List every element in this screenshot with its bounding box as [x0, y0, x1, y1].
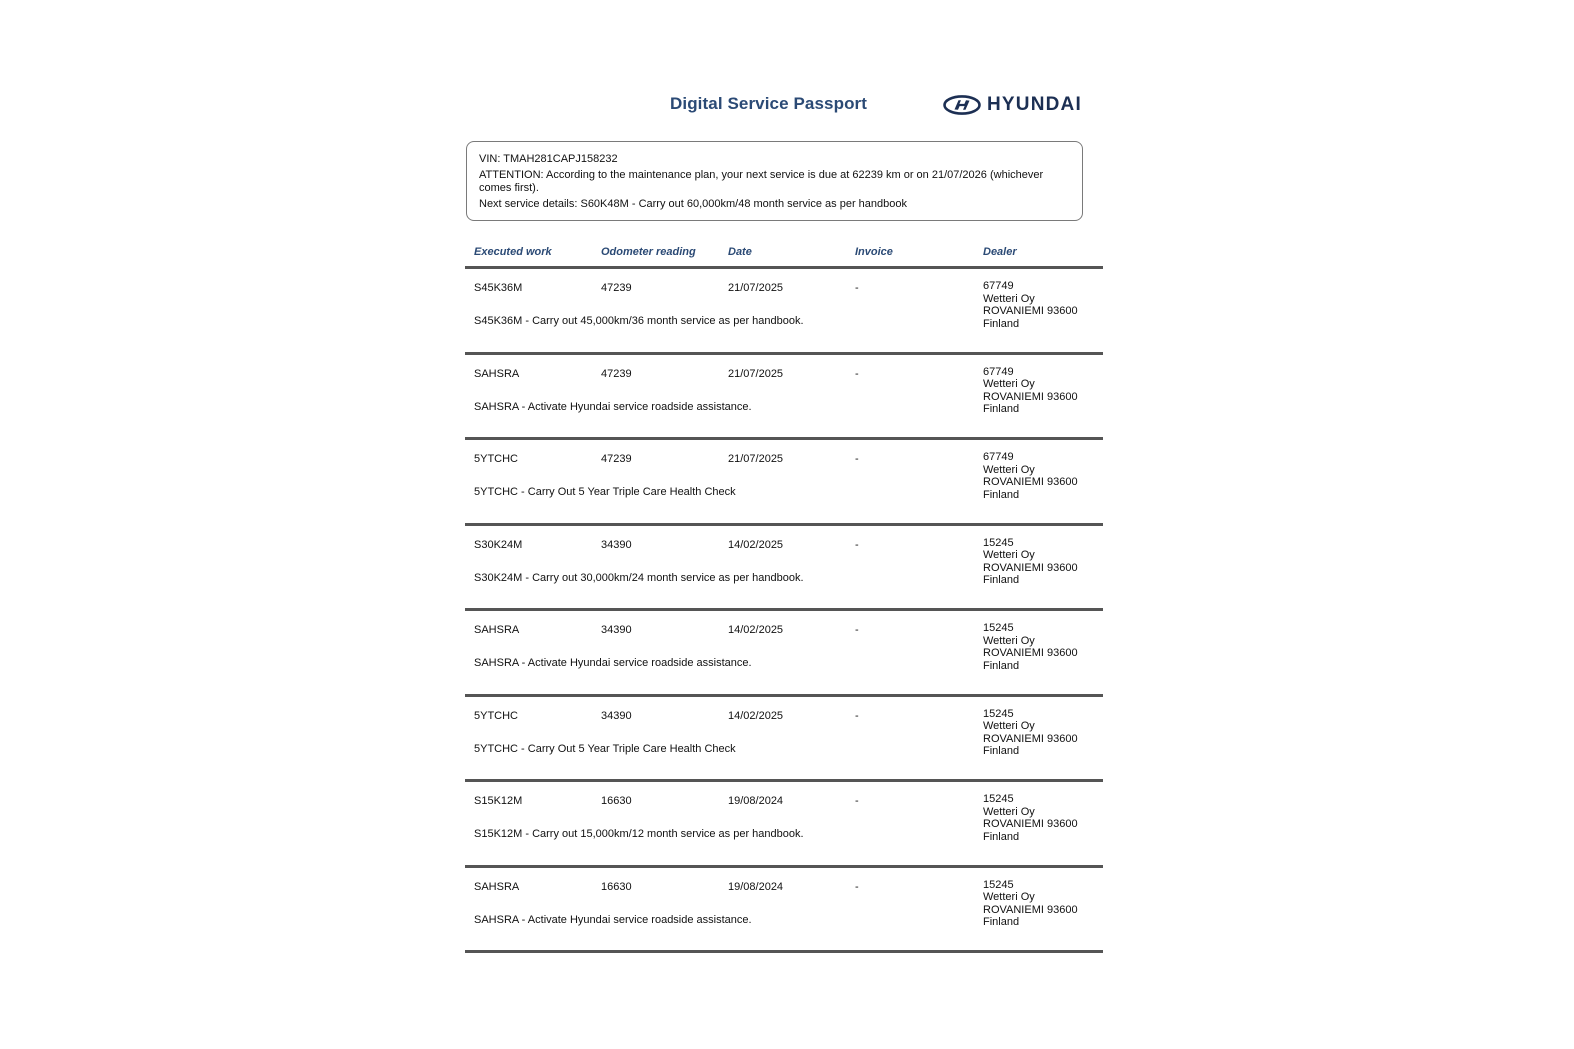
- table-row: [465, 868, 1103, 954]
- table-row: [465, 782, 1103, 868]
- dealer-country: Finland: [983, 317, 1020, 330]
- dealer-code: 15245: [983, 793, 1014, 805]
- attention-text: ATTENTION: According to the maintenance plan, your next service is due at 62239 km or on 21/07/2026 (whichever comes first).: [479, 168, 1044, 194]
- dealer-code: 15245: [983, 707, 1014, 720]
- invoice-value: -: [855, 367, 859, 380]
- dealer-country: Finland: [983, 659, 1020, 672]
- executed-work-code: 5YTCHC: [474, 453, 519, 465]
- work-description: 5YTCHC - Carry Out 5 Year Triple Care Health Check: [474, 486, 736, 498]
- dealer-name: Wetteri Oy: [983, 549, 1035, 561]
- odometer-value: 47239: [601, 367, 632, 380]
- work-description: SAHSRA - Activate Hyundai service roadside assistance.: [474, 657, 752, 669]
- dealer-city: ROVANIEMI 93600: [983, 732, 1078, 745]
- next-service-text: Next service details: S60K48M - Carry out 60,000km/48 month service as per handbook: [479, 197, 907, 210]
- page-title: Digital Service Passport: [670, 94, 868, 113]
- invoice-value: -: [855, 624, 859, 636]
- work-description: S45K36M - Carry out 45,000km/36 month service as per handbook.: [474, 315, 804, 327]
- table-header: [465, 240, 1103, 269]
- service-date: 19/08/2024: [728, 880, 784, 893]
- dealer-country: Finland: [983, 403, 1020, 415]
- dealer-info: [983, 537, 1078, 587]
- executed-work-code: S45K36M: [474, 282, 523, 294]
- odometer-value: 16630: [601, 795, 632, 807]
- work-description: S30K24M - Carry out 30,000km/24 month service as per handbook.: [474, 571, 804, 584]
- service-date: 14/02/2025: [728, 709, 784, 722]
- dealer-code: 15245: [983, 622, 1014, 634]
- dealer-name: Wetteri Oy: [983, 805, 1035, 818]
- dealer-info: [983, 280, 1078, 330]
- logo-wordmark: HYUNDAI: [987, 94, 1082, 115]
- odometer-value: 47239: [601, 453, 632, 465]
- odometer-value: 34390: [601, 538, 632, 551]
- table-row: [465, 526, 1103, 612]
- dealer-info: [983, 451, 1078, 501]
- header-executed-work: Executed work: [474, 246, 552, 258]
- table-row: [465, 440, 1103, 526]
- odometer-value: 47239: [601, 282, 632, 294]
- odometer-value: 34390: [601, 624, 632, 636]
- dealer-city: ROVANIEMI 93600: [983, 818, 1078, 830]
- dealer-code: 67749: [983, 280, 1014, 292]
- dealer-info: [983, 879, 1078, 929]
- table-row: [465, 269, 1103, 355]
- dealer-info: [983, 366, 1078, 416]
- executed-work-code: 5YTCHC: [474, 709, 519, 722]
- executed-work-code: S15K12M: [474, 795, 523, 807]
- header-odometer: Odometer reading: [601, 246, 696, 258]
- dealer-city: ROVANIEMI 93600: [983, 476, 1078, 488]
- dealer-code: 67749: [983, 365, 1014, 378]
- executed-work-code: S30K24M: [474, 538, 523, 551]
- work-description: S15K12M - Carry out 15,000km/12 month service as per handbook.: [474, 828, 804, 840]
- header-invoice: Invoice: [855, 246, 893, 258]
- invoice-value: -: [855, 282, 859, 294]
- work-description: 5YTCHC - Carry Out 5 Year Triple Care Health Check: [474, 742, 736, 755]
- executed-work-code: SAHSRA: [474, 624, 520, 636]
- service-date: 14/02/2025: [728, 624, 784, 636]
- invoice-value: -: [855, 880, 859, 893]
- odometer-value: 34390: [601, 709, 632, 722]
- dealer-country: Finland: [983, 830, 1020, 843]
- table-row: [465, 355, 1103, 441]
- work-description: SAHSRA - Activate Hyundai service roadside assistance.: [474, 400, 752, 413]
- dealer-city: ROVANIEMI 93600: [983, 561, 1078, 574]
- service-date: 21/07/2025: [728, 282, 784, 294]
- dealer-city: ROVANIEMI 93600: [983, 647, 1078, 659]
- dealer-name: Wetteri Oy: [983, 378, 1035, 390]
- invoice-value: -: [855, 538, 859, 551]
- vin-text: VIN: TMAH281CAPJ158232: [479, 153, 618, 165]
- dealer-name: Wetteri Oy: [983, 463, 1035, 476]
- dealer-info: [983, 708, 1078, 758]
- dealer-country: Finland: [983, 574, 1020, 586]
- service-date: 21/07/2025: [728, 453, 784, 465]
- dealer-country: Finland: [983, 488, 1020, 501]
- executed-work-code: SAHSRA: [474, 367, 520, 380]
- dealer-country: Finland: [983, 916, 1020, 928]
- invoice-value: -: [855, 453, 859, 465]
- odometer-value: 16630: [601, 880, 632, 893]
- service-history-table: [465, 240, 1103, 953]
- table-row: [465, 611, 1103, 697]
- executed-work-code: SAHSRA: [474, 880, 520, 893]
- dealer-name: Wetteri Oy: [983, 292, 1035, 305]
- table-row: [465, 697, 1103, 783]
- dealer-name: Wetteri Oy: [983, 634, 1035, 647]
- work-description: SAHSRA - Activate Hyundai service roadside assistance.: [474, 913, 752, 926]
- brand-logo: [943, 95, 1082, 115]
- dealer-name: Wetteri Oy: [983, 891, 1035, 903]
- dealer-city: ROVANIEMI 93600: [983, 305, 1078, 317]
- invoice-value: -: [855, 795, 859, 807]
- dealer-code: 15245: [983, 878, 1014, 891]
- header-dealer: Dealer: [983, 246, 1017, 258]
- service-date: 19/08/2024: [728, 795, 784, 807]
- dealer-info: [983, 622, 1078, 672]
- invoice-value: -: [855, 709, 859, 722]
- service-notice-box: [466, 141, 1083, 221]
- dealer-city: ROVANIEMI 93600: [983, 903, 1078, 916]
- service-date: 14/02/2025: [728, 538, 784, 551]
- dealer-info: [983, 793, 1078, 843]
- hyundai-logo-icon: [943, 95, 981, 115]
- dealer-country: Finland: [983, 745, 1020, 757]
- header-date: Date: [728, 246, 752, 258]
- dealer-city: ROVANIEMI 93600: [983, 390, 1078, 403]
- dealer-name: Wetteri Oy: [983, 720, 1035, 732]
- dealer-code: 15245: [983, 536, 1014, 549]
- dealer-code: 67749: [983, 451, 1014, 463]
- service-date: 21/07/2025: [728, 367, 784, 380]
